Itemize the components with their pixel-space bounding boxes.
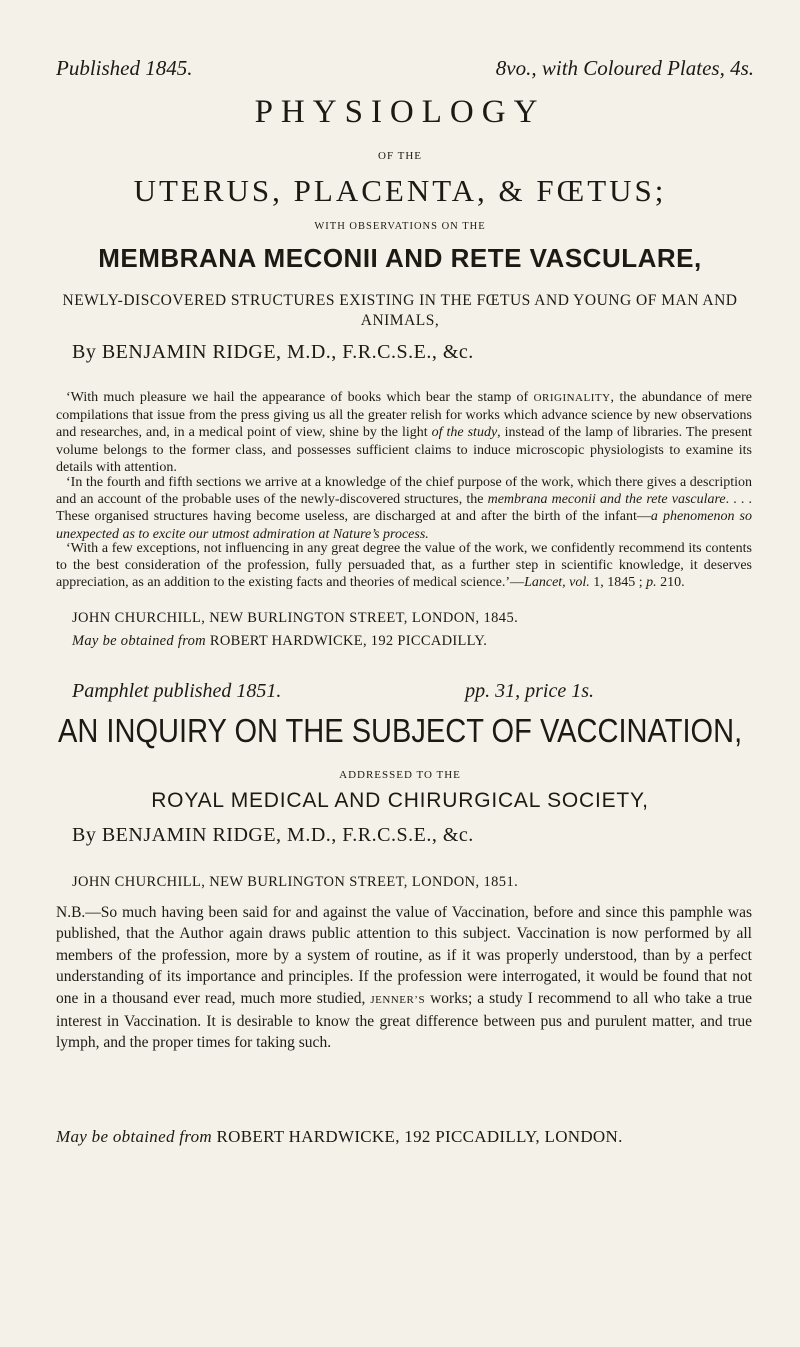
ad1-obtain-line: May be obtained from ROBERT HARDWICKE, 192 PICCADILLY.: [72, 633, 488, 649]
review-paragraph-3: ‘With a few exceptions, not influencing in any great degree the value of the work, we confidently recommend its contents to the best consideration of the profession, fully persuaded that, as a further step in scientific knowledge, it deserves appreciation, as an addition to the existing facts and theories of medical science.’—Lancet, vol. 1, 1845 ; p. 210.: [56, 541, 752, 591]
ad2-published-date: Pamphlet published 1851.: [72, 680, 282, 702]
ad2-publisher-line: JOHN CHURCHILL, NEW BURLINGTON STREET, LONDON, 1851.: [72, 874, 519, 890]
ad1-with-observations: WITH OBSERVATIONS ON THE: [314, 221, 486, 232]
ad1-published-date: Published 1845.: [56, 56, 193, 80]
ad1-author-line: By BENJAMIN RIDGE, M.D., F.R.C.S.E., &c.: [72, 341, 474, 363]
ad1-membrana-heading: MEMBRANA MECONII AND RETE VASCULARE,: [98, 243, 702, 273]
ad2-author-line: By BENJAMIN RIDGE, M.D., F.R.C.S.E., &c.: [72, 824, 474, 846]
ad2-header-line: [72, 680, 594, 703]
ad1-of-the: OF THE: [378, 150, 422, 162]
ad1-format-price: 8vo., with Coloured Plates, 4s.: [495, 56, 754, 80]
ad2-pages-price: pp. 31, price 1s.: [465, 680, 594, 702]
ad2-obtain-line: May be obtained from ROBERT HARDWICKE, 192 PICCADILLY, LONDON.: [56, 1127, 623, 1146]
ad1-newly-discovered: NEWLY-DISCOVERED STRUCTURES EXISTING IN THE FŒTUS AND YOUNG OF MAN AND ANIMALS,: [62, 292, 738, 329]
ad2-nota-bene: N.B.—So much having been said for and against the value of Vaccination, before and since this pamphle was published, that the Author again draws public attention to this subject. Vaccination is now performed by all members of the profession, more by a system of routine, as if it was properly understood, than by a perfect understanding of its importance and principles. If the profession were interrogated, it would be found that not one in a thousand ever read, much more studied, JENNER’S works; a study I recommend to all who take a true interest in Vaccination. It is desirable to know the great difference between pus and purulent matter, and true lymph, and the proper times for taking such.: [56, 904, 752, 1052]
review-paragraph-2: ‘In the fourth and fifth sections we arrive at a knowledge of the chief purpose of the work, which there gives a description and an account of the probable uses of the newly-discovered structures, the membrana meconii and the rete vasculare. . . . These organised structures having become useless, are discharged at and after the birth of the infant—a phenomenon so unexpected as to excite our utmost admiration at Nature’s process.: [56, 475, 752, 542]
ad1-subtitle: UTERUS, PLACENTA, & FŒTUS;: [133, 173, 667, 208]
review-paragraph-1: ‘With much pleasure we hail the appearance of books which bear the stamp of ORIGINALITY, the abundance of mere compilations that issue from the press giving us all the greater relish for works which advance science by new observations and researches, and, in a medical point of view, shine by the light of the study, instead of the lamp of libraries. The present volume belongs to the former class, and possesses sufficient claims to induce microscopic physiologists to examine its details with attention.: [56, 390, 753, 475]
ad2-society-name: ROYAL MEDICAL AND CHIRURGICAL SOCIETY,: [151, 789, 649, 812]
ad1-title: PHYSIOLOGY: [254, 94, 546, 130]
ad1-header-line: [54, 56, 754, 81]
ad1-publisher-line: JOHN CHURCHILL, NEW BURLINGTON STREET, LONDON, 1845.: [72, 610, 519, 626]
ad2-title: AN INQUIRY ON THE SUBJECT OF VACCINATION,: [58, 712, 743, 749]
ad2-addressed-to: ADDRESSED TO THE: [339, 769, 461, 781]
